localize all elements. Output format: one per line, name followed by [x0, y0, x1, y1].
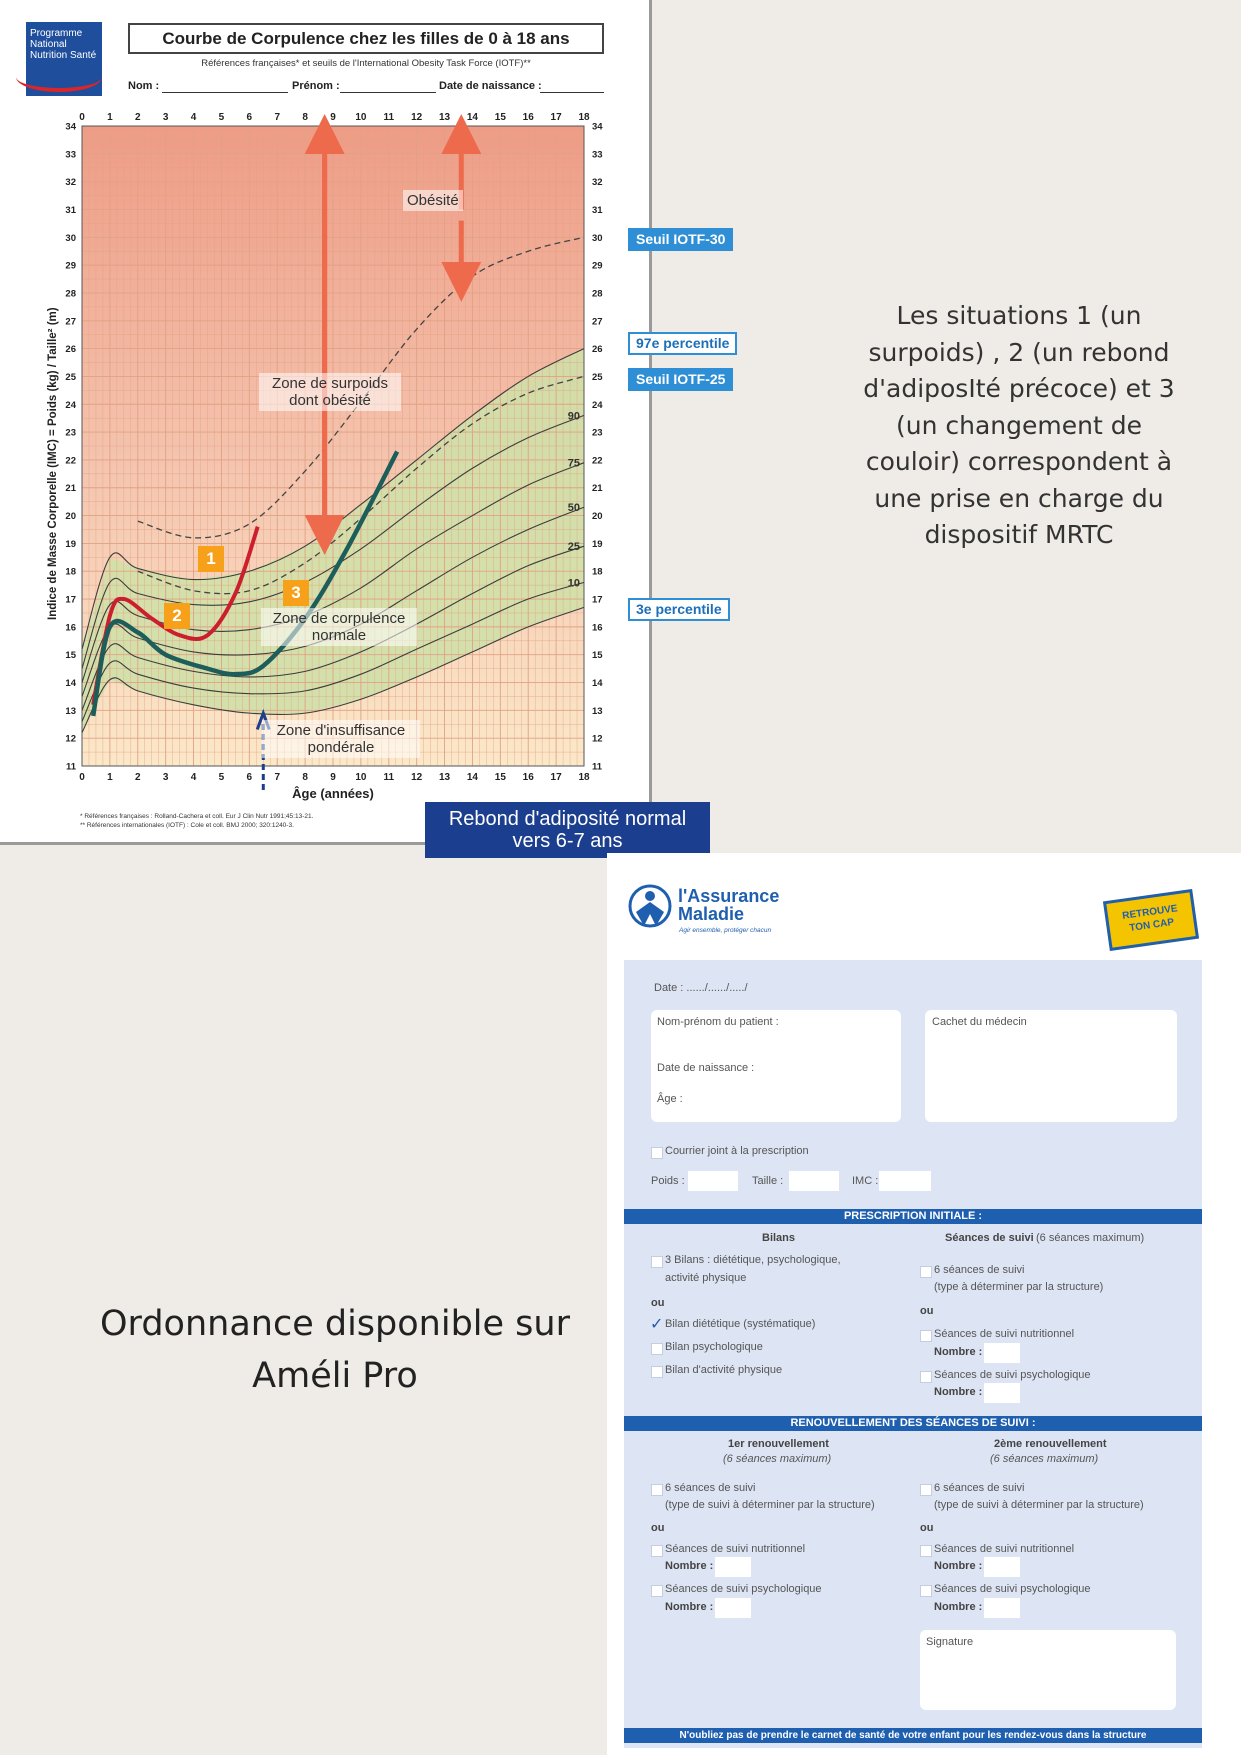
- x-tick-top: 3: [162, 112, 169, 123]
- renouv1-psy-nombre-input[interactable]: [715, 1598, 751, 1618]
- ou-separator: ou: [651, 1297, 665, 1309]
- renouv2-six-seances-label: 6 séances de suivi: [934, 1482, 1025, 1494]
- zone-surpoids-label: Zone de surpoids dont obésité: [259, 373, 401, 411]
- y-tick-left: 29: [65, 260, 76, 272]
- y-tick-right: 31: [592, 204, 603, 216]
- suivi-psy-checkbox[interactable]: [920, 1371, 932, 1383]
- y-tick-right: 11: [592, 761, 603, 773]
- situation-1-badge: 1: [198, 546, 224, 572]
- bilan-dietetique-label: Bilan diététique (systématique): [665, 1318, 816, 1330]
- renouv1-psy-checkbox[interactable]: [651, 1585, 663, 1597]
- y-tick-left: 27: [65, 316, 76, 328]
- x-tick-bottom: 8: [302, 772, 308, 783]
- x-axis-label: Âge (années): [292, 786, 374, 801]
- x-tick-top: 9: [330, 112, 336, 123]
- p3-callout: 3e percentile: [628, 598, 730, 621]
- signature-label: Signature: [926, 1636, 974, 1648]
- y-tick-right: 32: [592, 177, 603, 189]
- patient-birthdate-label: Date de naissance :: [657, 1062, 755, 1074]
- x-tick-top: 7: [274, 112, 281, 123]
- situation-2-badge: 2: [164, 603, 190, 629]
- rebond-line-2: vers 6-7 ans: [512, 830, 623, 852]
- zone-normale-label: Zone de corpulence normale: [261, 608, 417, 646]
- bilan-psy-label: Bilan psychologique: [665, 1341, 763, 1353]
- x-tick-top: 5: [218, 112, 225, 123]
- seances-suivi-title: Séances de suivi: [945, 1232, 1034, 1244]
- suivi-nutri-nombre-input[interactable]: [984, 1343, 1020, 1363]
- y-tick-right: 12: [592, 733, 603, 745]
- renouv1-nutri-label: Séances de suivi nutritionnel: [665, 1543, 806, 1555]
- renouv2-six-seances-checkbox[interactable]: [920, 1484, 932, 1496]
- renouv2-psy-checkbox[interactable]: [920, 1585, 932, 1597]
- y-tick-left: 30: [65, 232, 76, 244]
- x-tick-top: 14: [466, 112, 479, 123]
- org-name-line-2: Maladie: [678, 904, 745, 924]
- bilan-psy-checkbox[interactable]: [651, 1343, 663, 1355]
- suivi-psy-nombre-label: Nombre :: [934, 1386, 983, 1398]
- percentile-label: 10: [567, 577, 580, 590]
- courrier-label: Courrier joint à la prescription: [665, 1145, 809, 1157]
- percentile-label: 90: [567, 410, 580, 423]
- percentile-label: 25: [567, 541, 580, 554]
- bilan-diet-check-icon[interactable]: ✓: [650, 1316, 664, 1333]
- y-tick-right: 24: [592, 399, 603, 411]
- x-tick-bottom: 17: [550, 772, 562, 783]
- renouv2-nutri-checkbox[interactable]: [920, 1545, 932, 1557]
- renouv1-six-seances-checkbox[interactable]: [651, 1484, 663, 1496]
- y-tick-left: 25: [65, 371, 76, 383]
- bilans-3-checkbox[interactable]: [651, 1256, 663, 1268]
- imc-label: IMC :: [852, 1175, 879, 1187]
- y-tick-left: 34: [65, 121, 76, 133]
- iotf25-callout: Seuil IOTF-25: [628, 368, 733, 391]
- org-name-line-1: l'Assurance: [678, 886, 780, 906]
- x-tick-bottom: 0: [79, 772, 85, 783]
- x-tick-top: 6: [246, 112, 253, 123]
- y-tick-right: 23: [592, 427, 603, 439]
- y-tick-left: 20: [65, 511, 76, 523]
- percentile-label: 75: [567, 457, 580, 470]
- renouv2-psy-label: Séances de suivi psychologique: [934, 1583, 1091, 1595]
- date-field-label: Date : ....../....../...../: [654, 982, 748, 994]
- prenom-label: Prénom :: [292, 80, 340, 92]
- prescription-initiale-header: PRESCRIPTION INITIALE :: [624, 1209, 1202, 1224]
- imc-input[interactable]: [879, 1171, 931, 1191]
- y-tick-left: 12: [65, 733, 76, 745]
- renouv1-nutri-checkbox[interactable]: [651, 1545, 663, 1557]
- x-tick-bottom: 6: [246, 772, 253, 783]
- y-tick-left: 14: [65, 678, 76, 690]
- y-tick-left: 17: [65, 594, 76, 606]
- renouv2-nutri-nombre-input[interactable]: [984, 1557, 1020, 1577]
- chart-footnotes: [80, 812, 313, 830]
- renouv2-nutri-nombre-label: Nombre :: [934, 1560, 983, 1572]
- renouv1-type-label: (type de suivi à déterminer par la structure): [665, 1499, 875, 1511]
- taille-label: Taille :: [752, 1175, 784, 1187]
- x-tick-top: 13: [438, 112, 451, 123]
- suivi-nutri-checkbox[interactable]: [920, 1330, 932, 1342]
- bilans-title: Bilans: [762, 1232, 796, 1244]
- y-tick-left: 33: [65, 149, 76, 161]
- y-tick-left: 18: [65, 566, 76, 578]
- y-tick-right: 34: [592, 121, 603, 133]
- y-tick-right: 14: [592, 678, 603, 690]
- footnote-1: * Références françaises : Rolland-Cachera et coll. Eur J Clin Nutr 1991;45:13-21.: [80, 813, 314, 820]
- patient-name-label: Nom-prénom du patient :: [657, 1016, 779, 1028]
- renouv2-psy-nombre-label: Nombre :: [934, 1601, 983, 1613]
- situations-caption: Les situations 1 (un surpoids) , 2 (un rebond d'adiposIté précoce) et 3 (un changement de couloir) correspondent à une prise en charge du dispositif MRTC: [863, 301, 1175, 549]
- y-tick-right: 21: [592, 483, 603, 495]
- suivi-psy-nombre-input[interactable]: [984, 1383, 1020, 1403]
- x-tick-bottom: 12: [411, 772, 423, 783]
- org-tagline: Agir ensemble, protéger chacun: [679, 927, 772, 934]
- bilans-3-line-2: activité physique: [665, 1272, 747, 1284]
- nom-label: Nom :: [128, 80, 160, 92]
- zone-insuffisance-label: Zone d'insuffisance pondérale: [262, 720, 420, 758]
- y-tick-left: 24: [65, 399, 76, 411]
- x-tick-top: 0: [79, 112, 85, 123]
- x-tick-top: 12: [411, 112, 423, 123]
- y-tick-right: 29: [592, 260, 603, 272]
- x-tick-bottom: 11: [383, 772, 395, 783]
- x-tick-bottom: 18: [578, 772, 590, 783]
- y-tick-left: 22: [65, 455, 76, 467]
- x-tick-bottom: 13: [438, 772, 451, 783]
- x-tick-bottom: 7: [274, 772, 281, 783]
- bilans-3-line-1: 3 Bilans : diététique, psychologique,: [665, 1254, 841, 1266]
- y-tick-right: 18: [592, 566, 603, 578]
- x-tick-bottom: 14: [466, 772, 479, 783]
- chart-references: Références françaises* et seuils de l'International Obesity Task Force (IOTF)**: [201, 58, 531, 69]
- x-tick-bottom: 2: [134, 772, 141, 783]
- badge-line-2: TON CAP: [1128, 916, 1175, 935]
- p97-callout: 97e percentile: [628, 332, 737, 355]
- y-tick-left: 23: [65, 427, 76, 439]
- y-tick-right: 15: [592, 650, 603, 662]
- y-tick-right: 13: [592, 705, 603, 717]
- renouv1-nutri-nombre-input[interactable]: [715, 1557, 751, 1577]
- x-tick-bottom: 9: [330, 772, 336, 783]
- suivi-psy-label: Séances de suivi psychologique: [934, 1369, 1091, 1381]
- six-seances-label: 6 séances de suivi: [934, 1264, 1025, 1276]
- pnns-logo: [26, 22, 102, 96]
- renouv1-six-seances-label: 6 séances de suivi: [665, 1482, 756, 1494]
- plot-area: [65, 112, 603, 790]
- renouv-2-max: (6 séances maximum): [990, 1453, 1099, 1465]
- x-tick-top: 1: [107, 112, 113, 123]
- y-tick-right: 30: [592, 232, 603, 244]
- y-tick-left: 32: [65, 177, 76, 189]
- iotf30-callout: Seuil IOTF-30: [628, 228, 733, 251]
- renouv1-nutri-nombre-label: Nombre :: [665, 1560, 714, 1572]
- six-seances-checkbox[interactable]: [920, 1266, 932, 1278]
- bilan-activite-label: Bilan d'activité physique: [665, 1364, 783, 1376]
- x-tick-bottom: 15: [494, 772, 506, 783]
- x-tick-bottom: 10: [355, 772, 367, 783]
- x-tick-top: 10: [355, 112, 367, 123]
- assurance-maladie-name: [678, 887, 779, 923]
- y-tick-right: 22: [592, 455, 603, 467]
- y-tick-right: 28: [592, 288, 603, 300]
- seances-suivi-max: (6 séances maximum): [1036, 1232, 1145, 1244]
- bmi-chart-svg: [0, 100, 652, 810]
- cachet-label: Cachet du médecin: [932, 1016, 1027, 1028]
- y-tick-left: 19: [65, 538, 76, 550]
- x-tick-top: 8: [302, 112, 308, 123]
- percentile-label: 50: [567, 502, 580, 515]
- x-tick-top: 15: [494, 112, 506, 123]
- y-tick-right: 26: [592, 344, 603, 356]
- situation-3-badge: 3: [283, 580, 309, 606]
- y-tick-right: 16: [592, 622, 603, 634]
- date-naissance-line: [540, 92, 604, 93]
- bilan-activite-checkbox[interactable]: [651, 1366, 663, 1378]
- renouv1-psy-nombre-label: Nombre :: [665, 1601, 714, 1613]
- zone-obesite-label: Obésité: [403, 190, 463, 211]
- y-tick-left: 28: [65, 288, 76, 300]
- x-tick-top: 2: [134, 112, 141, 123]
- y-tick-left: 11: [65, 761, 76, 773]
- nom-line: [162, 92, 288, 93]
- y-tick-right: 33: [592, 149, 603, 161]
- renouv2-ou: ou: [920, 1522, 934, 1534]
- y-tick-left: 13: [65, 705, 76, 717]
- renouv2-psy-nombre-input[interactable]: [984, 1598, 1020, 1618]
- y-axis-label: Indice de Masse Corporelle (IMC) = Poids (kg) / Taille² (m): [47, 307, 59, 620]
- suivi-nutri-nombre-label: Nombre :: [934, 1346, 983, 1358]
- chart-title: Courbe de Corpulence chez les filles de 0 à 18 ans: [128, 23, 604, 54]
- pnns-logo-text: Programme National Nutrition Santé: [30, 28, 97, 61]
- poids-label: Poids :: [651, 1175, 685, 1187]
- y-tick-left: 21: [65, 483, 76, 495]
- ou-separator-2: ou: [920, 1305, 934, 1317]
- rebond-adiposite-box: [425, 802, 710, 858]
- x-tick-top: 4: [190, 112, 197, 123]
- renouv-1-title: 1er renouvellement: [728, 1438, 829, 1450]
- taille-input[interactable]: [789, 1171, 839, 1191]
- y-tick-left: 16: [65, 622, 76, 634]
- rebond-line-1: Rebond d'adiposité normal: [448, 808, 687, 830]
- y-tick-right: 25: [592, 371, 603, 383]
- y-tick-right: 17: [592, 594, 603, 606]
- date-naissance-label: Date de naissance :: [439, 80, 542, 92]
- y-tick-right: 20: [592, 511, 603, 523]
- ordonnance-caption: Ordonnance disponible sur Améli Pro: [100, 1304, 570, 1396]
- renouv-1-max: (6 séances maximum): [723, 1453, 832, 1465]
- renouv2-type-label: (type de suivi à déterminer par la structure): [934, 1499, 1144, 1511]
- x-tick-top: 11: [383, 112, 395, 123]
- renouv2-nutri-label: Séances de suivi nutritionnel: [934, 1543, 1075, 1555]
- x-tick-top: 16: [522, 112, 534, 123]
- x-tick-bottom: 3: [162, 772, 169, 783]
- poids-input[interactable]: [688, 1171, 738, 1191]
- y-tick-right: 27: [592, 316, 603, 328]
- courrier-checkbox[interactable]: [651, 1147, 663, 1159]
- renouv1-psy-label: Séances de suivi psychologique: [665, 1583, 822, 1595]
- x-tick-top: 17: [550, 112, 562, 123]
- form-footer-banner: N'oubliez pas de prendre le carnet de santé de votre enfant pour les rendez-vous dans la structure: [624, 1728, 1202, 1743]
- badge-line-1: RETROUVE: [1121, 903, 1179, 922]
- x-tick-bottom: 5: [218, 772, 225, 783]
- y-tick-left: 15: [65, 650, 76, 662]
- renouvellement-header: RENOUVELLEMENT DES SÉANCES DE SUIVI :: [624, 1416, 1202, 1431]
- prenom-line: [340, 92, 436, 93]
- y-tick-left: 26: [65, 344, 76, 356]
- type-a-determiner-label: (type à déterminer par la structure): [934, 1281, 1104, 1293]
- x-tick-top: 18: [578, 112, 590, 123]
- y-tick-left: 31: [65, 204, 76, 216]
- pnns-swoosh-icon: [16, 62, 102, 92]
- footnote-2: ** Références internationales (IOTF) : Cole et coll. BMJ 2000; 320:1240-3.: [80, 822, 294, 829]
- x-tick-bottom: 4: [190, 772, 197, 783]
- y-tick-right: 19: [592, 538, 603, 550]
- patient-age-label: Âge :: [657, 1093, 683, 1105]
- renouv1-ou: ou: [651, 1522, 665, 1534]
- suivi-nutri-label: Séances de suivi nutritionnel: [934, 1328, 1075, 1340]
- x-tick-bottom: 16: [522, 772, 534, 783]
- x-tick-bottom: 1: [107, 772, 113, 783]
- renouv-2-title: 2ème renouvellement: [994, 1438, 1107, 1450]
